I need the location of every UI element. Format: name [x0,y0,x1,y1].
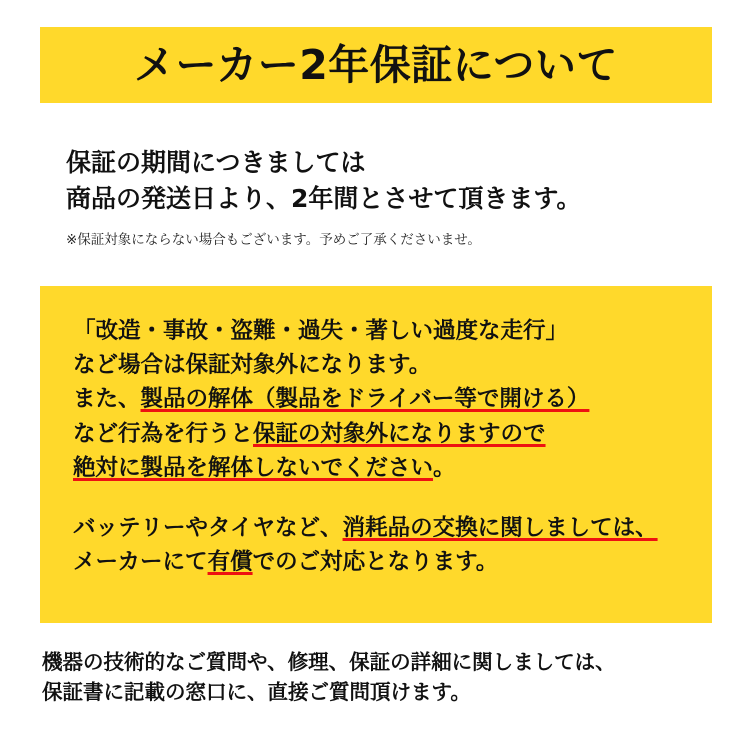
consumable-line-1-underlined: 消耗品の交換に関しましては、 [342,514,658,541]
consumable-line-2-underlined: 有償 [207,549,253,576]
footer-line-2: 保証書に記載の窓口に、直接ご質問頂けます。 [42,679,471,704]
consumable-line-2-plain-a: メーカーにて [73,549,208,576]
consumable-line-1-plain: バッテリーやタイヤなど、 [73,514,343,541]
condition-line-5-plain: 。 [433,454,456,481]
conditions-panel [40,286,712,623]
condition-line-4 [73,417,692,451]
condition-line-2: など場合は保証対象外になります。 [73,352,432,379]
condition-line-4-plain: など行為を行うと [73,420,254,447]
page-title: メーカー2年保証について [134,40,618,89]
footer-block [42,648,732,707]
condition-line-5 [73,451,692,485]
intro-line-1: 保証の期間につきましては [66,148,366,177]
condition-line-1: 「改造・事故・盗難・過失・著しい過度な走行」 [73,318,569,344]
intro-block [66,145,726,248]
paragraph-spacer [73,485,692,511]
intro-note: ※保証対象にならない場合もございます。予めご了承くださいませ。 [66,232,481,248]
title-banner [40,27,712,103]
condition-line-4-underlined: 保証の対象外になりますので [253,420,546,447]
conditions-content [73,314,692,579]
consumable-line-2-plain-b: でのご対応となります。 [252,549,499,576]
condition-line-3-underlined: 製品の解体（製品をドライバー等で開ける） [140,386,590,413]
consumable-line-2 [73,545,692,579]
condition-line-5-underlined: 絶対に製品を解体しないでください [73,454,434,481]
condition-line-3 [73,382,692,416]
footer-line-1: 機器の技術的なご質問や、修理、保証の詳細に関しましては、 [42,650,616,674]
intro-line-2: 商品の発送日より、2年間とさせて頂きます。 [66,183,582,213]
consumable-line-1 [73,511,692,545]
condition-line-3-plain: また、 [73,386,141,413]
